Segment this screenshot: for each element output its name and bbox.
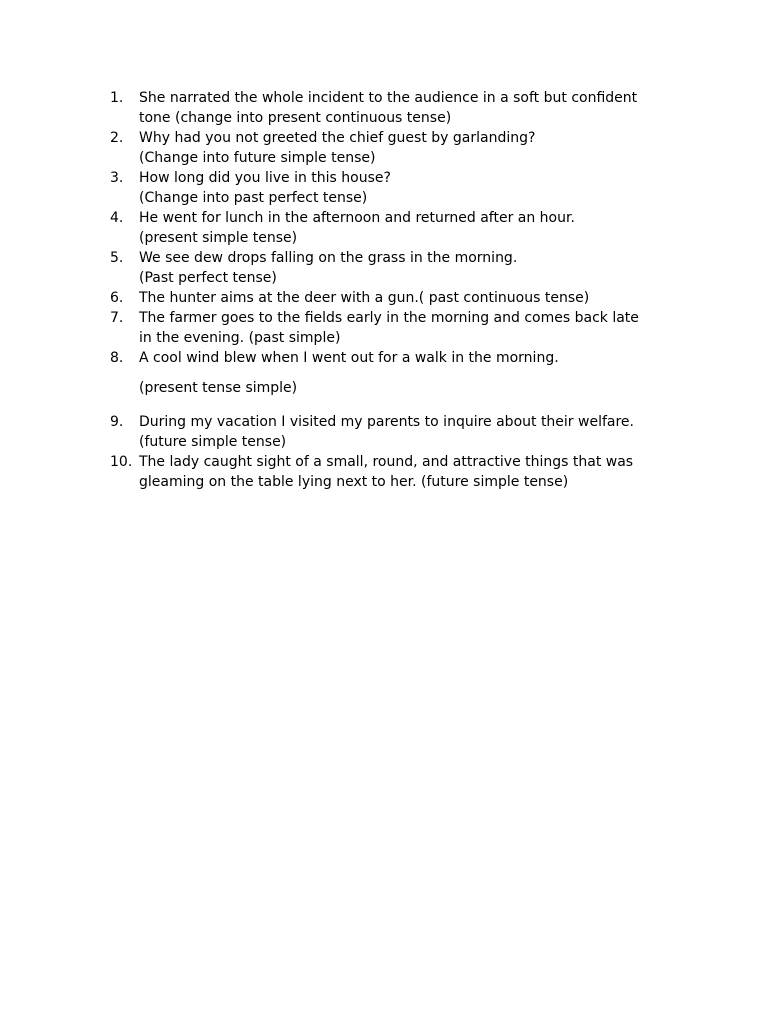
item-line: He went for lunch in the afternoon and returned after an hour. [139,210,575,226]
item-line: (Change into past perfect tense) [139,190,368,206]
list-item [110,288,710,308]
item-line: She narrated the whole incident to the audience in a soft but confident [139,90,638,106]
item-line: (present tense simple) [139,380,298,396]
list-item [110,248,710,288]
list-item [110,128,710,168]
list-item [110,168,710,208]
item-text [139,208,710,248]
list-item [110,208,710,248]
item-line: Why had you not greeted the chief guest by garlanding? [139,130,536,146]
item-text [139,348,710,398]
item-text [139,88,710,128]
item-line: in the evening. (past simple) [139,330,341,346]
item-line: (Past perfect tense) [139,270,277,286]
item-number: 8. [110,350,124,366]
item-number: 10. [110,454,133,470]
list-item [110,348,710,398]
item-text [139,288,710,308]
item-number: 2. [110,130,124,146]
item-line: tone (change into present continuous tense) [139,110,452,126]
item-line: The lady caught sight of a small, round, and attractive things that was [139,454,634,470]
item-line: How long did you live in this house? [139,170,391,186]
exercise-list [110,88,710,492]
item-line: (future simple tense) [139,434,287,450]
item-line: During my vacation I visited my parents to inquire about their welfare. [139,414,634,430]
item-line: We see dew drops falling on the grass in the morning. [139,250,518,266]
item-number: 3. [110,170,124,186]
list-item [110,452,710,492]
item-number: 4. [110,210,124,226]
item-line: A cool wind blew when I went out for a walk in the morning. [139,350,559,366]
list-item [110,412,710,452]
item-text [139,168,710,208]
list-item [110,308,710,348]
item-number: 7. [110,310,124,326]
item-number: 9. [110,414,124,430]
item-line: (Change into future simple tense) [139,150,376,166]
item-text [139,308,710,348]
item-text [139,452,710,492]
item-line: (present simple tense) [139,230,298,246]
item-text [139,412,710,452]
item-line: The farmer goes to the fields early in the morning and comes back late [139,310,639,326]
list-item [110,88,710,128]
item-text [139,248,710,288]
item-number: 6. [110,290,124,306]
item-line: gleaming on the table lying next to her. (future simple tense) [139,474,569,490]
item-line: The hunter aims at the deer with a gun.( past continuous tense) [139,290,590,306]
item-number: 1. [110,90,124,106]
item-number: 5. [110,250,124,266]
item-text [139,128,710,168]
